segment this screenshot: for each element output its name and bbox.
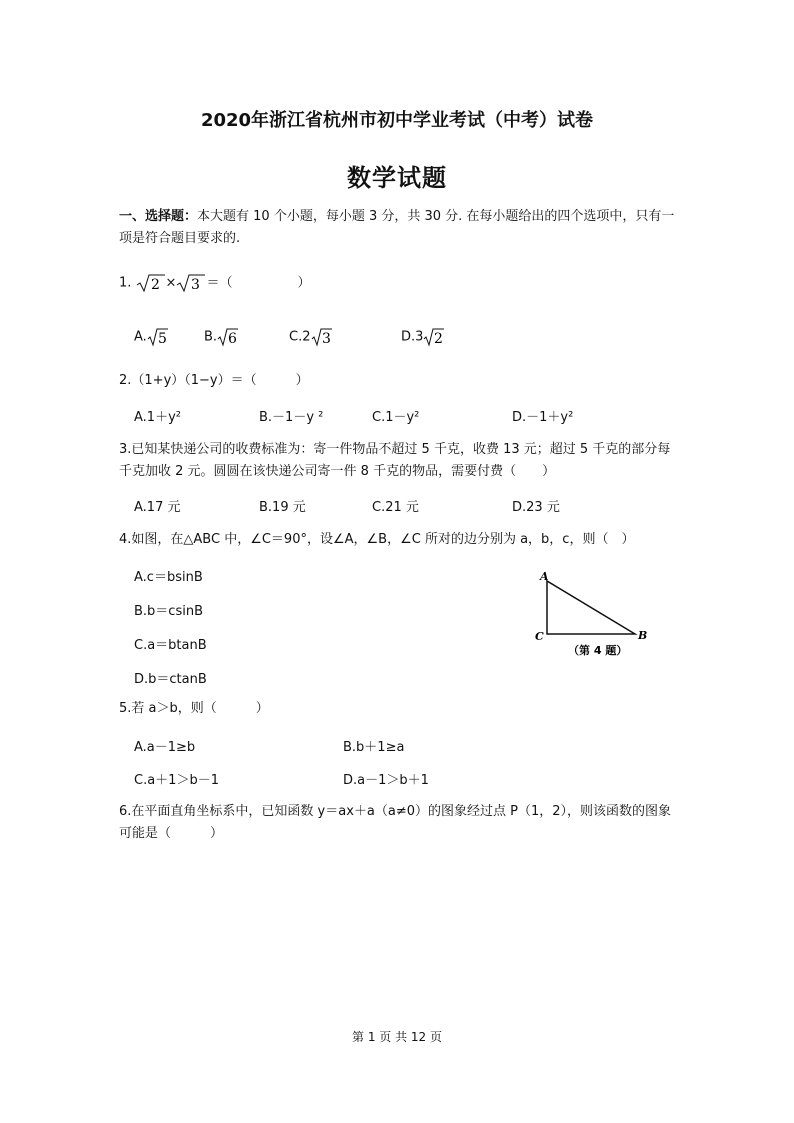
radicand: 3 <box>321 331 331 347</box>
option-coefficient: 3 <box>415 329 424 345</box>
radicand: 2 <box>150 276 160 293</box>
radical-sign-icon <box>176 273 206 293</box>
question-3-option-a: A.17 元 <box>134 500 181 515</box>
radicand: 2 <box>434 331 444 347</box>
question-1-option-a <box>134 327 169 347</box>
question-4-option-c: C.a＝btanB <box>134 638 207 653</box>
vertex-c-label: C <box>535 630 544 643</box>
question-5-option-d: D.a－1＞b＋1 <box>343 773 429 788</box>
vertex-b-label: B <box>638 629 648 642</box>
option-letter: B. <box>204 329 218 345</box>
question-1-option-b <box>204 327 239 347</box>
question-4-stem: 4.如图，在△ABC 中，∠C＝90°，设∠A，∠B，∠C 所对的边分别为 a，b，c，则（ ） <box>119 532 635 547</box>
triangle-abc <box>547 581 635 634</box>
radical-sign-icon <box>423 327 445 347</box>
question-1-number: 1. <box>119 275 132 291</box>
option-letter: C. <box>289 329 303 345</box>
radical-sign-icon <box>311 327 333 347</box>
question-5-option-c: C.a＋1＞b－1 <box>134 773 219 788</box>
question-1-option-c <box>289 327 333 347</box>
question-1-answer-blank: ＝（ ） <box>206 275 311 291</box>
question-6-stem: 6.在平面直角坐标系中，已知函数 y＝ax＋a（a≠0）的图象经过点 P（1，2），则该函数的图象可能是（ ） <box>119 804 671 841</box>
question-2-option-c: C.1－y² <box>372 410 420 425</box>
exam-title: 2020年浙江省杭州市初中学业考试（中考）试卷 <box>200 110 594 131</box>
question-3-option-d: D.23 元 <box>512 500 560 515</box>
question-2-option-b: B.－1－y ² <box>259 410 324 425</box>
question-3-option-b: B.19 元 <box>259 500 306 515</box>
question-4-option-a: A.c＝bsinB <box>134 570 203 585</box>
question-5-stem: 5.若 a＞b，则（ ） <box>119 701 269 716</box>
section-text: 本大题有 10 个小题，每小题 3 分，共 30 分. 在每小题给出的四个选项中，只有一项是符合题目要求的. <box>119 209 675 246</box>
section-instructions <box>119 206 679 250</box>
question-2-option-d: D.－1＋y² <box>512 410 574 425</box>
question-5-option-a: A.a－1≥b <box>134 740 196 755</box>
figure-caption: （第 4 题） <box>568 644 628 657</box>
option-letter: A. <box>134 329 147 345</box>
page-number: 第 1 页 共 12 页 <box>352 1030 442 1044</box>
question-3-stem: 3.已知某快递公司的收费标准为：寄一件物品不超过 5 千克，收费 13 元；超过 5 千克的部分每千克加收 2 元。圆圆在该快递公司寄一件 8 千克的物品，需要付费（ ） <box>119 442 671 479</box>
question-1-option-d <box>401 327 445 347</box>
radical-sign-icon <box>136 273 166 293</box>
sqrt-3-expression <box>176 272 206 294</box>
radicand: 5 <box>157 331 167 347</box>
question-5-option-b: B.b＋1≥a <box>343 740 405 755</box>
vertex-a-label: A <box>540 570 549 583</box>
question-1-stem: 1. 2 × 3 ＝（ ） <box>119 272 310 295</box>
option-letter: D. <box>401 329 416 345</box>
radical-sign-icon <box>147 327 169 347</box>
section-label: 一、选择题： <box>119 209 198 224</box>
radicand: 6 <box>228 331 237 347</box>
sqrt-2-expression <box>136 272 166 294</box>
question-2-option-a: A.1＋y² <box>134 410 181 425</box>
option-coefficient: 2 <box>302 329 311 345</box>
question-4-option-b: B.b＝csinB <box>134 604 203 619</box>
triangle-figure <box>530 566 660 662</box>
question-4-option-d: D.b＝ctanB <box>134 672 207 687</box>
radicand: 3 <box>191 276 201 293</box>
subject-title: 数学试题 <box>347 164 447 192</box>
question-3-option-c: C.21 元 <box>372 500 419 515</box>
radical-sign-icon <box>217 327 239 347</box>
question-2-stem: 2.（1+y）（1−y）＝（ ） <box>119 373 309 388</box>
